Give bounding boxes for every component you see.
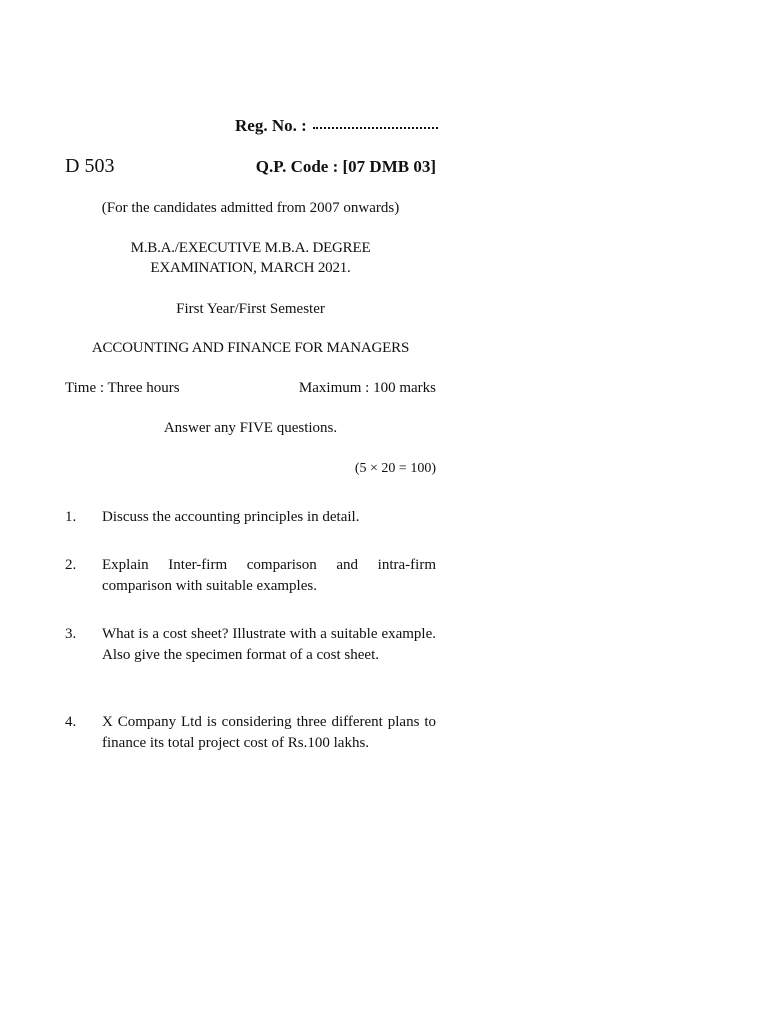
year-semester: First Year/First Semester <box>176 301 325 317</box>
marks-scheme: (5 × 20 = 100) <box>354 461 436 476</box>
paper-code: D 503 <box>65 155 115 177</box>
subject-title: ACCOUNTING AND FINANCE FOR MANAGERS <box>91 340 410 356</box>
instruction: Answer any FIVE questions. <box>163 420 338 436</box>
maximum-marks: Maximum : 100 marks <box>298 380 436 396</box>
question-item <box>65 624 436 666</box>
question-item <box>65 712 436 754</box>
degree-line-2: EXAMINATION, MARCH 2021. <box>150 260 351 276</box>
question-text: What is a cost sheet? Illustrate with a suitable example. Also give the specimen format of a cost sheet. <box>102 626 436 663</box>
candidates-note: (For the candidates admitted from 2007 onwards) <box>101 200 400 216</box>
reg-no-label: Reg. No. : <box>235 116 307 135</box>
reg-no-blank <box>313 127 438 129</box>
question-text: Discuss the accounting principles in detail. <box>102 509 360 525</box>
question-number: 2. <box>65 557 77 573</box>
question-item <box>65 507 436 528</box>
qp-code: Q.P. Code : [07 DMB 03] <box>255 157 436 176</box>
question-text: Explain Inter-firm comparison and intra-firm comparison with suitable examples. <box>102 557 436 594</box>
question-text: X Company Ltd is considering three different plans to finance its total project cost of Rs.100 lakhs. <box>102 714 436 751</box>
question-number: 4. <box>65 714 77 730</box>
question-number: 3. <box>65 626 77 642</box>
degree-line-1: M.B.A./EXECUTIVE M.B.A. DEGREE <box>130 240 371 256</box>
reg-no-field <box>235 116 438 136</box>
question-item <box>65 555 436 597</box>
time-allowed: Time : Three hours <box>65 380 180 396</box>
question-number: 1. <box>65 509 77 525</box>
